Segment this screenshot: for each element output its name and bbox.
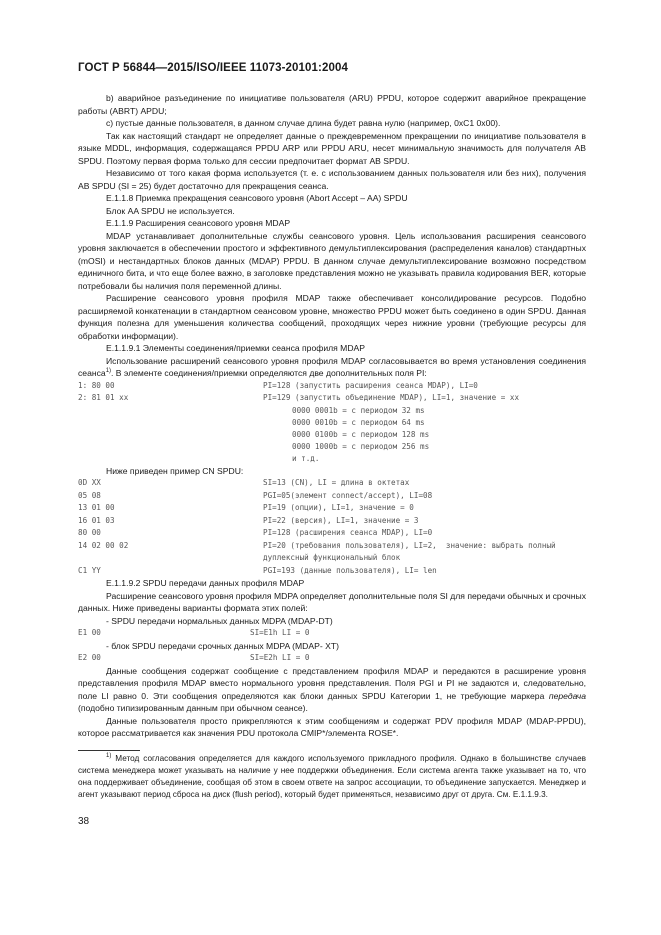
- cn-description: SI=13 (CN), LI = длина в октетах: [263, 478, 410, 487]
- footnote-mark: 1): [106, 752, 112, 759]
- message-data-before: Данные сообщения содержат сообщение с представлением профиля MDAP и передаются в расширение уровня представления профиля MDAP вместо нормального уровня представления. Поля PGI и PI не задаются и, следовательно, поле LI равно 0. Эти сообщения определяются как блоки данных SPDU Категории 1, не требующие маркера: [78, 665, 586, 701]
- footnote-separator: [78, 750, 140, 751]
- message-data-after: (подобно типизированным данным при обычном сеансе).: [78, 703, 308, 713]
- section-heading-e119: E.1.1.9 Расширения сеансового уровня MDAP: [106, 218, 291, 228]
- footnote-ref: 1): [105, 368, 112, 374]
- paragraph-aru: b) аварийное разъединение по инициативе пользователя (ARU) PPDU, которое содержит аварийное прекращение работы (ABRT) APDU;: [78, 93, 586, 116]
- cn-code: 13 01 00: [78, 503, 115, 512]
- document-body: [78, 92, 586, 801]
- section-heading-e118: E.1.1.8 Приемка прекращения сеансового уровня (Abort Accept – AA) SPDU: [106, 193, 408, 203]
- paragraph-message-data: [78, 665, 586, 715]
- cn-code: 0D XX: [78, 478, 101, 487]
- bit-value: 0000 1000b = с периодом 256 ms: [292, 441, 430, 451]
- xt-description: SI=E2h LI = 0: [250, 653, 310, 662]
- paragraph-mdpa-si: Расширение сеансового уровня профиля MDPA определяет дополнительные поля SI для передачи обычных и срочных данных. Ниже приведены варианты формата этих полей:: [78, 590, 586, 613]
- dt-code: E1 00: [78, 628, 101, 637]
- section-heading-e1192: E.1.1.9.2 SPDU передачи данных профиля MDAP: [106, 578, 305, 588]
- paragraph-mddl: Так как настоящий стандарт не определяет данные о преждевременном прекращении по инициативе пользователя в языке MDDL, информация, содержащаяся PPDU ARP или PPDU ARU, несет минимальную значимость для получателя AB SPDU. Поэтому первая форма только для сессии предпочитает формат AB SPDU.: [78, 130, 586, 166]
- bit-value: 0000 0100b = с периодом 128 ms: [292, 429, 430, 439]
- bit-value: и т.д.: [292, 453, 320, 463]
- cn-row: [78, 527, 586, 540]
- xt-row: [78, 652, 586, 665]
- xt-label: - блок SPDU передачи срочных данных MDPA (MDAP- XT): [106, 640, 339, 651]
- dt-description: SI=E1h LI = 0: [250, 628, 310, 637]
- paragraph-user-data: Данные пользователя просто прикрепляются к этим сообщениям и содержат PDV профиля MDAP (MDAP-PPDU), которое рассматривается как значения PDU протокола CMIP*/элемента ROSE*.: [78, 715, 586, 738]
- pi-code: 2: 81 01 xx: [78, 393, 129, 402]
- paragraph-mdap-services: MDAP устанавливает дополнительные службы сеансового уровня. Цель использования расширения сеансового уровня заключается в обеспечении простого и эффективного демультиплексирования (распределения каналов) стандартных (mOSI) и нестандартных блоков данных (MDAP) PPDU. В данном случае демультиплексирование возможно посредством единичного бита, и что еще более важно, в заголовке представления можно не указывать правила кодирования BER, которые потребовали бы наличия поля переменной длины.: [78, 230, 586, 291]
- footnote: [78, 753, 586, 801]
- pi-description: PI=128 (запустить расширения сеанса MDAP), LI=0: [263, 380, 478, 390]
- cn-code: 80 00: [78, 528, 101, 537]
- paragraph-negotiation: [78, 355, 586, 380]
- bit-value: 0000 0010b = с периодом 64 ms: [292, 417, 425, 427]
- dt-row: [78, 627, 586, 640]
- cn-description: PI=22 (версия), LI=1, значение = 3: [263, 515, 419, 525]
- bit-value: 0000 0001b = с периодом 32 ms: [292, 405, 425, 415]
- page-number: 38: [78, 816, 90, 827]
- negotiation-text-after: . В элементе соединения/приемки определяются две дополнительных поля PI:: [111, 368, 427, 378]
- cn-row: [78, 490, 586, 503]
- pi-code: 1: 80 00: [78, 380, 115, 390]
- section-heading-e1191: E.1.1.9.1 Элементы соединения/приемки сеанса профиля MDAP: [106, 343, 365, 353]
- pi-description: PI=129 (запустить объединение MDAP), LI=1, значение = xx: [263, 393, 520, 402]
- cn-code: C1 YY: [78, 565, 101, 575]
- cn-row: [78, 540, 586, 565]
- cn-code: 05 08: [78, 490, 101, 500]
- footnote-text: Метод согласования определяется для каждого используемого прикладного профиля. Однако в большинстве случаев система менеджера может указывать на наличие у нее поддержки объединения. Если система агента также указывает на то, что она поддерживает объединение, сообщая об этом в своем ответе на запрос ассоциации, то объединение запускается. Менеджер и агент указывают период сброса на диск (flush period), который будет применяться, независимо друг от друга. См. E.1.1.9.3.: [78, 753, 586, 799]
- dt-label: - SPDU передачи нормальных данных MDPA (MDAP-DT): [106, 615, 333, 626]
- paragraph-aa-spdu: Блок AA SPDU не используется.: [106, 205, 235, 216]
- paragraph-ab-spdu: Независимо от того какая форма используется (т. е. с использованием данных пользователя или без них), получения AB SPDU (SI = 25) будет достаточно для прекращения сеанса.: [78, 168, 586, 191]
- cn-row: [78, 502, 586, 515]
- pi-row: [78, 392, 586, 405]
- cn-description: PI=19 (опции), LI=1, значение = 0: [263, 503, 414, 512]
- cn-row: [78, 477, 586, 490]
- page-header-title: ГОСТ Р 56844—2015/ISO/IEEE 11073-20101:2004: [78, 62, 348, 74]
- cn-description: PGI=193 (данные пользователя), LI= len: [263, 565, 437, 575]
- cn-description: PI=128 (расширения сеанса MDAP), LI=0: [263, 528, 433, 537]
- cn-code: 14 02 00 02: [78, 540, 129, 550]
- cn-spdu-block: [78, 477, 586, 577]
- pi-fields-block: [78, 380, 586, 405]
- cn-description: PI=20 (требования пользователя), LI=2, значение: выбрать полный дуплексный функциональный блок: [263, 540, 561, 562]
- cn-row: [78, 515, 586, 528]
- paragraph-empty-user-data: c) пустые данные пользователя, в данном случае длина будет равна нулю (например, 0xC1 0x00).: [106, 118, 501, 128]
- cn-code: 16 01 03: [78, 515, 115, 525]
- bit-values-list: [78, 405, 586, 465]
- paragraph-consolidation: Расширение сеансового уровня профиля MDAP также обеспечивает консолидирование ресурсов. Подобно расширяемой конкатенации в стандартном сеансовом уровне, множество PPDU может быть соединено в один SPDU. Данная функция полезна для уменьшения количества сообщений, проходящих через нижние уровни (требующие ресурсы для обработки информации).: [78, 293, 586, 341]
- negotiation-text-before: Использование расширений сеансового уровня профиля MDAP согласовывается во время установления соединения сеанса: [78, 355, 586, 378]
- xt-code: E2 00: [78, 653, 101, 662]
- cn-description: PGI=05(элемент connect/accept), LI=08: [263, 490, 433, 500]
- cn-example-intro: Ниже приведен пример CN SPDU:: [106, 465, 244, 476]
- cn-row: [78, 565, 586, 578]
- message-data-italic: передача: [548, 690, 586, 701]
- pi-row: [78, 380, 586, 393]
